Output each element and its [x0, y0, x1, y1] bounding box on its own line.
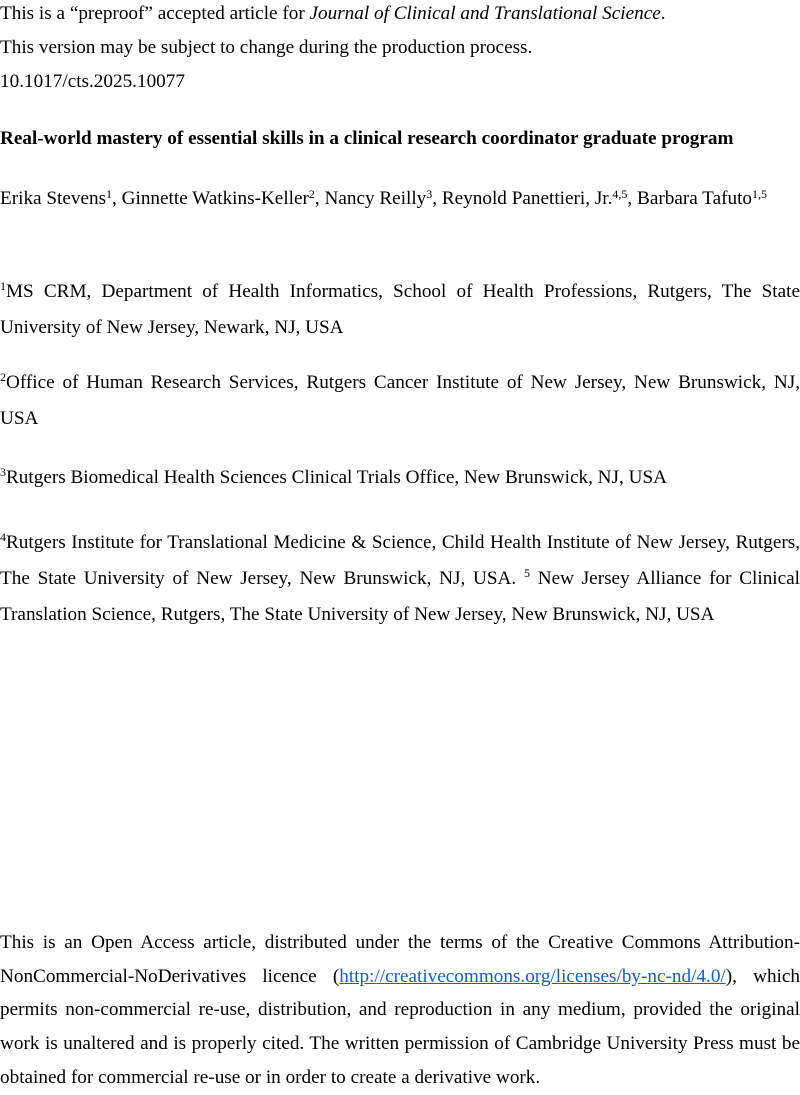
change-notice: This version may be subject to change during the production process. — [0, 37, 533, 58]
affiliation-text: New Jersey Alliance for Clinical Translation Science, Rutgers, The State University of New Jersey, New Brunswick, NJ, USA — [0, 568, 800, 625]
preproof-notice — [0, 4, 666, 23]
affiliation-2 — [0, 365, 800, 437]
author-affiliation: 2 — [308, 187, 315, 201]
affiliation-text: Rutgers Biomedical Health Sciences Clinical Trials Office, New Brunswick, NJ, USA — [6, 467, 667, 488]
affiliation-number: 5 — [523, 566, 530, 580]
affiliation-4-5 — [0, 525, 800, 633]
license-text: ), which permits non-commercial re-use, distribution, and reproduction in any medium, provided the original work is unaltered and is properly cited. The written permission of Cambridge University Press must be obtained for commercial re-use or in order to create a derivative work. — [0, 965, 800, 1088]
preproof-prefix: This is a “preproof” accepted article for — [0, 3, 310, 24]
journal-name: Journal of Clinical and Translational Science — [309, 3, 661, 24]
author-separator: , — [112, 188, 122, 209]
author-separator: , — [314, 188, 325, 209]
author-name: Reynold Panettieri, Jr. — [441, 188, 613, 209]
author-affiliation: 3 — [426, 187, 433, 201]
affiliation-text: Office of Human Research Services, Rutgers Cancer Institute of New Jersey, New Brunswick, NJ, USA — [0, 372, 800, 429]
affiliation-number: 2 — [0, 370, 6, 384]
affiliation-text: MS CRM, Department of Health Informatics, School of Health Professions, Rutgers, The State University of New Jersey, Newark, NJ, USA — [0, 281, 800, 338]
affiliation-number: 1 — [0, 279, 6, 293]
author-list — [0, 181, 800, 217]
license-link[interactable]: http://creativecommons.org/licenses/by-nc-nd/4.0/ — [339, 965, 726, 987]
affiliation-1 — [0, 274, 800, 346]
author-name: Ginnette Watkins-Keller — [121, 188, 309, 209]
affiliation-number: 4 — [0, 530, 6, 544]
author-name: Barbara Tafuto — [637, 188, 752, 209]
author-separator: , — [627, 188, 638, 209]
affiliation-number: 3 — [0, 465, 6, 479]
author-affiliation: 1 — [106, 187, 113, 201]
preproof-suffix: . — [660, 3, 666, 24]
article-title: Real-world mastery of essential skills in a clinical research coordinator graduate program — [0, 128, 734, 149]
affiliation-3 — [0, 460, 800, 496]
affiliation-text: Rutgers Institute for Translational Medicine & Science, Child Health Institute of New Jersey, Rutgers, The State University of New Jersey, New Brunswick, NJ, USA. — [0, 532, 800, 589]
doi: 10.1017/cts.2025.10077 — [0, 71, 185, 92]
author-separator: , — [432, 188, 442, 209]
author-name: Nancy Reilly — [324, 188, 427, 209]
license-text: This is an Open Access article, distributed under the terms of the Creative Commons Attribution-NonCommercial-NoDerivatives licence ( — [0, 932, 800, 987]
author-name: Erika Stevens — [0, 188, 107, 209]
license-statement — [0, 926, 800, 1095]
author-affiliation: 4,5 — [612, 187, 628, 201]
author-affiliation: 1,5 — [752, 187, 767, 201]
